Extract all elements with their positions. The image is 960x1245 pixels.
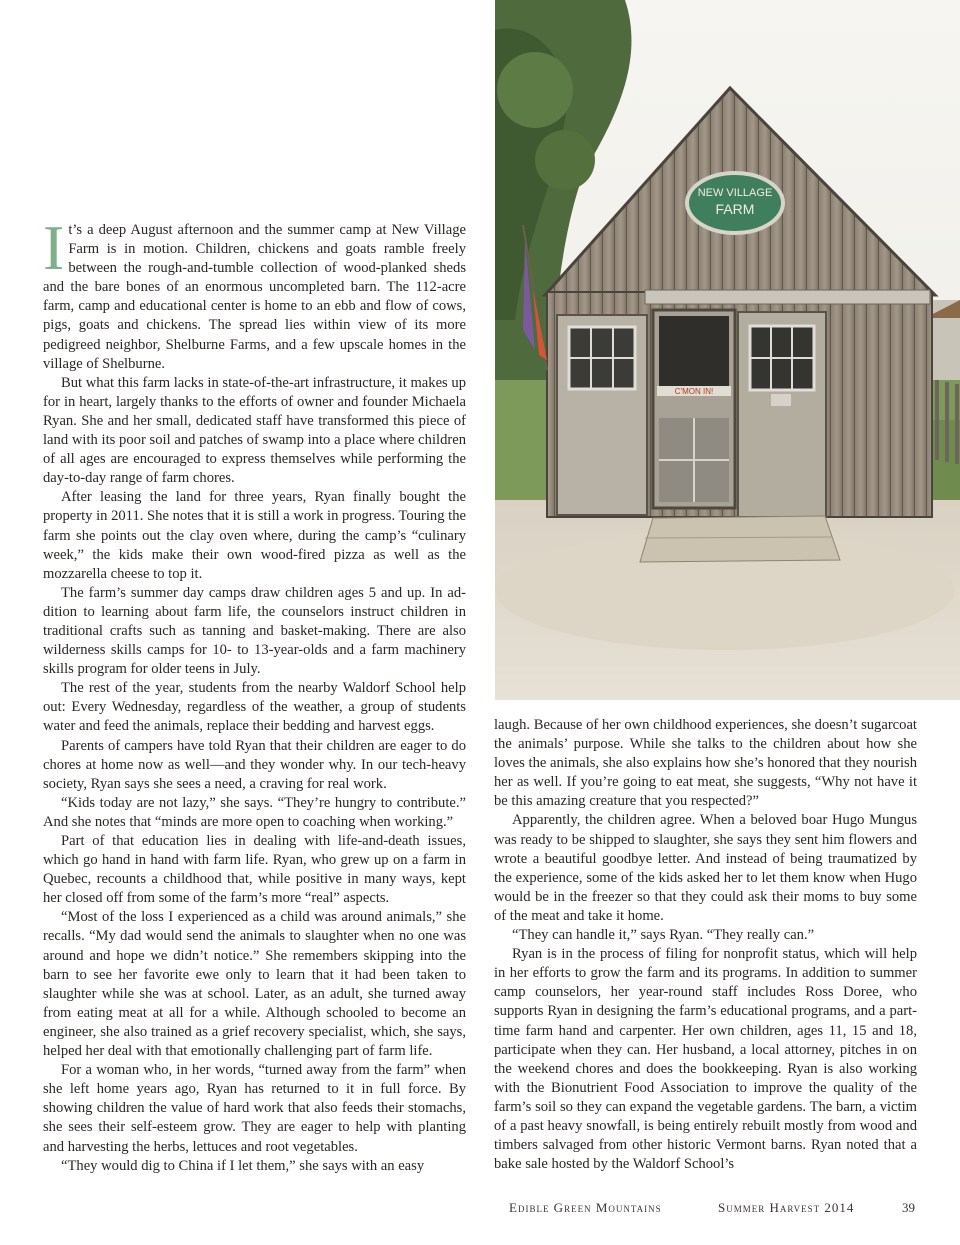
drop-cap: I (43, 212, 65, 283)
paragraph: “They would dig to China if I let them,” she says with an easy (61, 1157, 425, 1174)
paragraph: But what this farm lacks in state-of-the-art infrastructure, it makes up for in heart, largely thanks to the efforts of owner and founder Michaela Ryan. She and her small, dedicated staff have transformed this piece of land with its poor soil and patches of swamp into a place where children of all ages are encouraged to express themselves while performing the day-to-day range of farm chores. (43, 374, 466, 487)
sign-text-top: NEW VILLAGE (697, 187, 773, 199)
page-number: 39 (902, 1200, 915, 1215)
article-left-column (43, 212, 466, 1176)
paragraph: Apparently, the children agree. When a beloved boar Hugo Mungus was ready to be shipped to slaughter, she says they sent him flowers and wrote a beautiful goodbye letter. And instead of being traumatized by the experience, some of the kids asked her to let them know when Hugo would be in the freezer so that they could ask their moms to buy some of the meat and take it home. (494, 812, 917, 924)
paragraph: laugh. Because of her own childhood experiences, she doesn’t sugarcoat the animals’ purpose. While she talks to the children about how she loves the animals, she also explains how she’s honored that they nourish her as well. If you’re going to eat meat, she suggests, “Why not have it be this amazing creature that you respected?” (494, 717, 917, 810)
sign-text-bottom: FARM (715, 201, 755, 217)
paragraph: Parents of campers have told Ryan that their children are eager to do chores at home now as well—and they wonder why. In our tech-heavy society, Ryan says she sees a need, a craving for real work. (43, 737, 466, 792)
footer-magazine-title: Edible Green Mountains (509, 1200, 662, 1215)
paragraph: The farm’s summer day camps draw children ages 5 and up. In addition to learning about farm life, the counselors instruct children in traditional crafts such as tanning and basket-making. There are also wilderness skills camps for 10- to 13-year-olds and a farm machinery skills program for older teens in July. (43, 584, 466, 678)
article-right-column (494, 716, 917, 1174)
paragraph: After leasing the land for three years, Ryan finally bought the property in 2011. She notes that it is still a work in progress. Touring the farm she points out the clay oven where, during the camp’s “culinary week,” the kids make their own wood-fired pizza as well as the mozzarella cheese to top it. (43, 489, 466, 582)
paragraph: It’s a deep August afternoon and the summer camp at New Village Farm is in motion. Children, chickens and goats ramble freely between the rough-and-tumble collection of wood-planked sheds and the bare bones of an enormous uncompleted barn. The 112-acre farm, camp and educational center is home to an ebb and flow of cows, pigs, goats and chickens. The spread lies within view of its more pedigreed neighbor, Shelburne Farms, and a few upscale homes in the village of Shelburne. (43, 212, 466, 372)
paragraph: Ryan is in the process of filing for nonprofit status, which will help in her efforts to grow the farm and its programs. In addition to summer camp counselors, her year-round staff includes Ross Doree, who supports Ryan in designing the farm’s educational programs, and a part-time farm hand and carpenter. Her own children, ages 11, 15 and 18, participate when they can. Her husband, a local attorney, pitches in on the weekend chores and does the bookkeeping. Ryan is also working with the Bionutrient Food Association to improve the quality of the farm’s soil so they can expand the vegetable gardens. The barn, a victim of a past heavy snowfall, is being entirely rebuilt mostly from wood and timbers salvaged from other historic Vermont barns. Ryan noted that a bake sale hosted by the Waldorf School’s (494, 946, 917, 1173)
footer-issue: Summer Harvest 2014 (718, 1200, 855, 1215)
paragraph: For a woman who, in her words, “turned away from the farm” when she left home years ago, Ryan has returned to it in full force. By showing children the value of hard work that also feeds their stomachs, she sees their self-esteem grow. They are eager to help with planting and harvesting the herbs, lettuces and root vegetables. (43, 1062, 466, 1155)
paragraph: “Most of the loss I experienced as a child was around animals,” she recalls. “My dad would send the animals to slaughter when no one was around and hope we didn’t notice.” She remembers skipping into the barn to see her favorite ewe only to learn that it had been taken to slaughter while she was at school. Later, as an adult, she turned away from eating meat at all for a while. Although schooled to become an engineer, she also trained as a grief recovery specialist, which, she says, helped her deal with that emotionally challenging part of farm life. (43, 909, 466, 1060)
paragraph: The rest of the year, students from the nearby Waldorf School help out: Every Wednesday, regardless of the weather, a group of students water and feed the animals, replace their bedding and harvest eggs. (43, 680, 466, 735)
paragraph: “They can handle it,” says Ryan. “They really can.” (512, 927, 815, 944)
farm-shed-photo (495, 0, 960, 700)
door-sign-text: C'MON IN! (674, 387, 714, 396)
paragraph: Part of that education lies in dealing with life-and-death issues, which go hand in hand with farm life. Ryan, who grew up on a farm in Quebec, recounts a childhood that, while positive in many ways, kept her closed off from some of the farm’s more “real” aspects. (43, 833, 466, 907)
paragraph: “Kids today are not lazy,” she says. “They’re hungry to contribute.” And she notes that “minds are more open to coaching when working.” (43, 794, 466, 830)
